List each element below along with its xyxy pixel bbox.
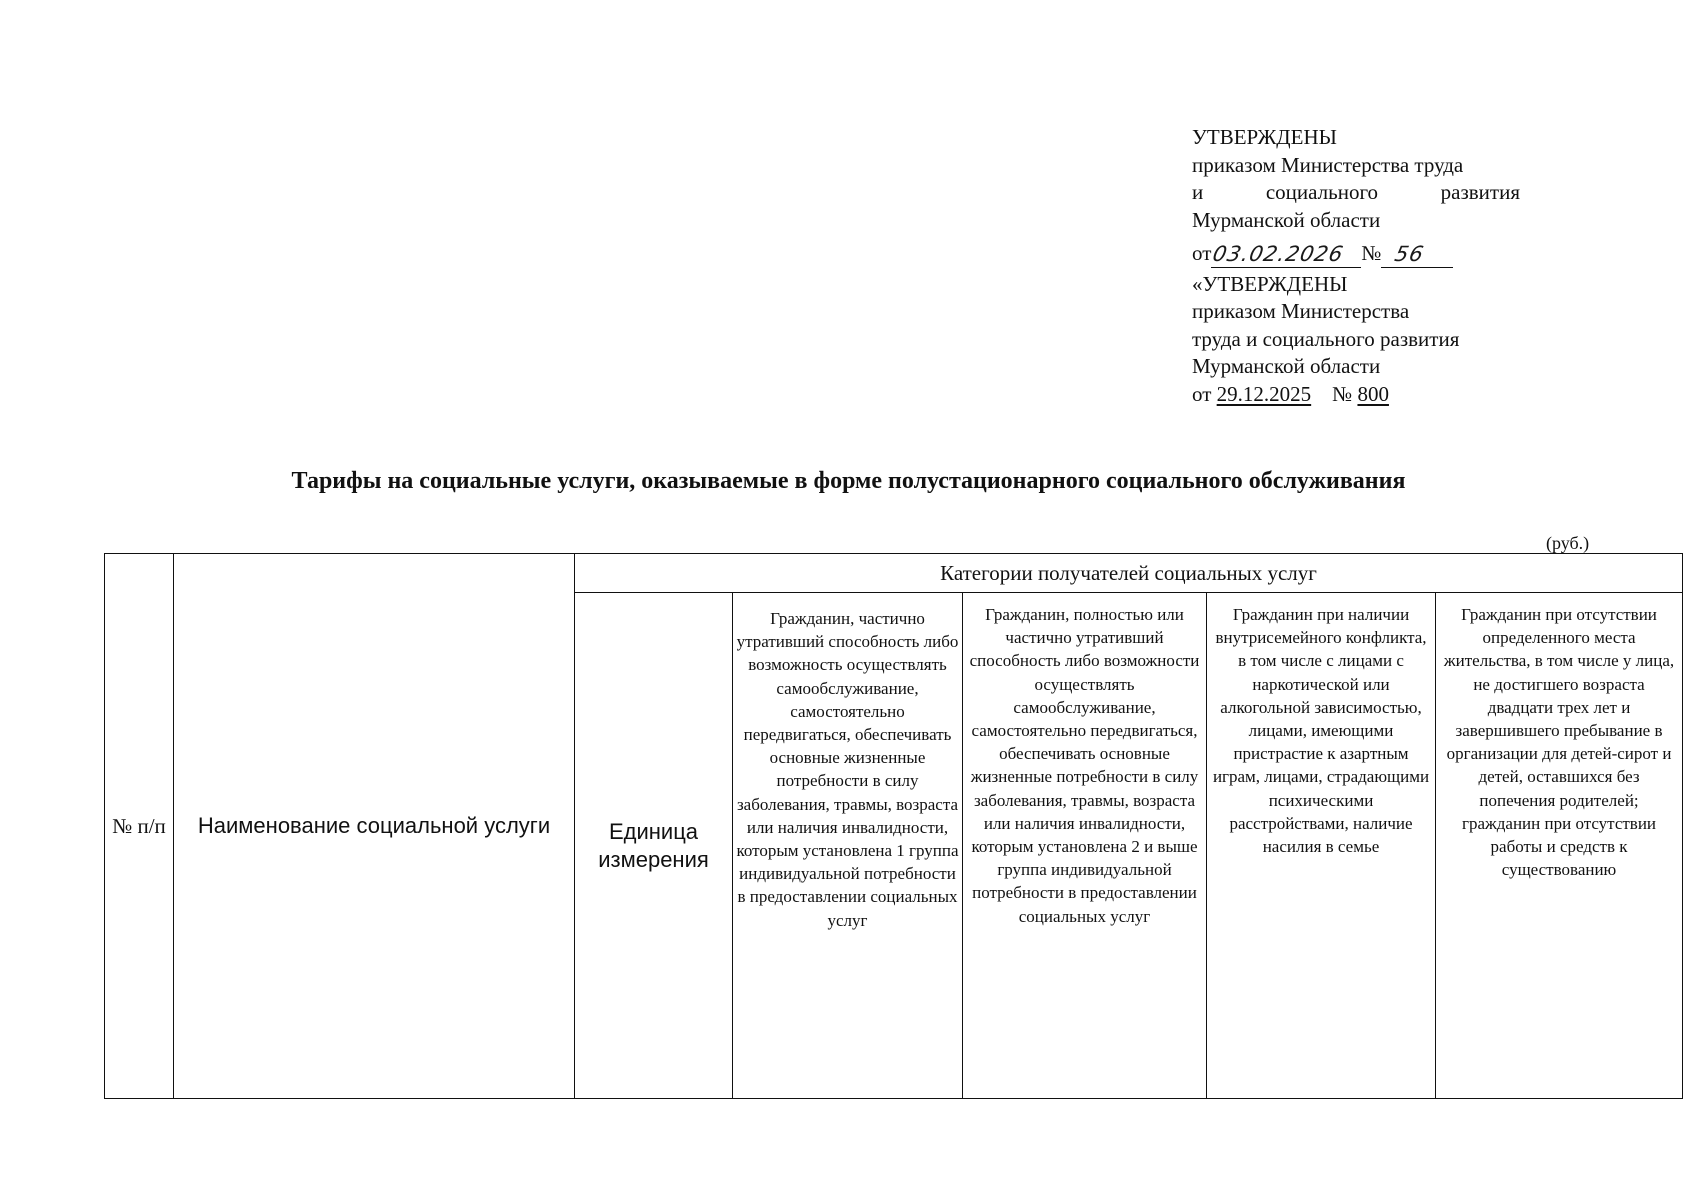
previous-approval-line-3: труда и социального развития xyxy=(1192,326,1460,351)
approval-word-3: развития xyxy=(1440,180,1520,204)
header-unit: Единица измерения xyxy=(575,593,733,1099)
approval-line-3 xyxy=(1192,179,1520,207)
previous-approval-heading: «УТВЕРЖДЕНЫ xyxy=(1192,271,1348,296)
previous-approval-date-prefix: от xyxy=(1192,381,1212,406)
header-categories: Категории получателей социальных услуг xyxy=(575,554,1683,593)
approval-number-sign: № xyxy=(1361,241,1382,265)
approval-word-2: социального xyxy=(1265,180,1379,204)
previous-approval-date: 29.12.2025 xyxy=(1216,381,1312,406)
header-service-name: Наименование социальной услуги xyxy=(174,554,575,1099)
document-title: Тарифы на социальные услуги, оказываемые в форме полустационарного социального обслуживания xyxy=(291,468,1406,494)
approval-date-row xyxy=(1192,240,1520,268)
header-category-1: Гражданин, частично утративший способность либо возможность осуществлять самообслуживание, самостоятельно передвигаться, обеспечивать основные жизненные потребности в силу заболевания, травмы, возраста или наличия инвалидности, которым установлена 1 группа индивидуальной потребности в предоставлении социальных услуг xyxy=(733,593,963,1099)
approval-date-handwritten: 03.02.2026 xyxy=(1211,242,1347,266)
approval-heading: УТВЕРЖДЕНЫ xyxy=(1192,125,1337,149)
approval-number-handwritten: 56 xyxy=(1393,242,1427,266)
header-category-4: Гражданин при отсутствии определенного места жительства, в том числе у лица, не достигшего возраста двадцати трех лет и завершившего пребывание в организации для детей-сирот и детей, оставшихся без попечения родителей; гражданин при отсутствии работы и средств к существованию xyxy=(1436,593,1683,1099)
header-number: № п/п xyxy=(105,554,174,1099)
tariffs-table xyxy=(104,553,1683,1099)
previous-approval-line-4: Мурманской области xyxy=(1192,354,1381,378)
previous-approval-number-sign: № xyxy=(1332,381,1353,406)
currency-note: (руб.) xyxy=(1546,533,1590,553)
header-category-3: Гражданин при наличии внутрисемейного конфликта, в том числе с лицами с наркотической или алкогольной зависимостью, лицами, имеющими пристрастие к азартным играм, лицами, страдающими психическими расстройствами, наличие насилия в семье xyxy=(1207,593,1436,1099)
approval-date-prefix: от xyxy=(1192,241,1212,265)
approval-date-field xyxy=(1211,243,1361,268)
header-category-2: Гражданин, полностью или частично утративший способность либо возможности осуществлять самообслуживание, самостоятельно передвигаться, обеспечивать основные жизненные потребности в силу заболевания, травмы, возраста или наличия инвалидности, которым установлена 2 и выше группа индивидуальной потребности в предоставлении социальных услуг xyxy=(963,593,1207,1099)
previous-approval-date-row xyxy=(1192,381,1520,409)
table-header-row-1 xyxy=(105,554,1683,593)
approval-line-4: Мурманской области xyxy=(1192,207,1381,232)
approval-number-field xyxy=(1381,243,1453,268)
approval-line-2: приказом Министерства труда xyxy=(1192,152,1464,177)
approval-word-1: и xyxy=(1192,180,1204,204)
approval-block xyxy=(1192,124,1520,408)
previous-approval-number: 800 xyxy=(1357,381,1389,406)
previous-approval-line-2: приказом Министерства xyxy=(1192,299,1410,323)
